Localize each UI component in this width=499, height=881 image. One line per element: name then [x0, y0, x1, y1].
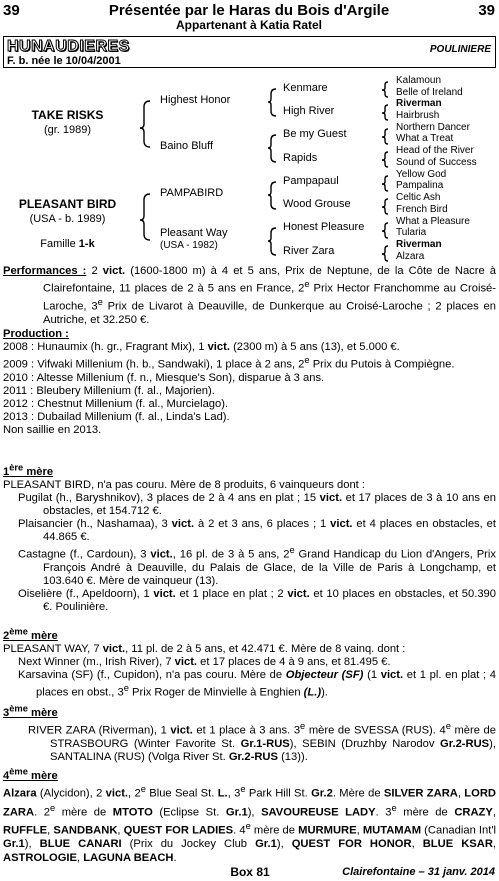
pedigree-g2-4: Pleasant Way	[160, 227, 228, 239]
pedigree-g4-13: What a Pleasure	[396, 216, 470, 227]
horse-description: F. b. née le 10/04/2001	[7, 55, 121, 67]
pedigree-g4-14: Tularia	[396, 227, 427, 238]
first-dam-section: 1ère mère PLEASANT BIRD, n'a pas couru. Mère de 8 produits, 6 vainqueurs dont : Pugilat (h., Baryshnikov), 3 places de 2 à 4 ans en plat ; 15 vict. et 17 places de 3 à 10 ans en obstacles, et 154.712 €. Plaisancier (h., Nashamaa), 3 vict. à 2 et 3 ans, 6 places ; 1 vict. et 4 places en obstacles, et 44.865 €. Castagne (f., Cardoun), 3 vict., 16 pl. de 3 à 5 ans, 2e Grand Handicap du Lion d'Angers, Prix François André à Deauville, du Palais de Glace, de la Ville de Paris à Longchamp, et 103.640 €. Mère de vainqueur (13). Oiselière (f., Apeldoorn), 1 vict. et 1 place en plat ; 2 vict. et 10 places en obstacles, et 50.390 €. Poulinière.	[3, 462, 496, 614]
pedigree-g3-7: Honest Pleasure	[283, 221, 365, 233]
pedigree-g4-9: Yellow God	[396, 169, 447, 180]
pedigree-g4-2: Belle of Ireland	[396, 87, 463, 98]
lot-number-right: 39	[478, 2, 495, 19]
horse-category: POULINIERE	[429, 44, 491, 55]
pedigree-g3-2: High River	[283, 105, 335, 117]
production-section: Production : 2008 : Hunaumix (h. gr., Fragrant Mix), 1 vict. (2300 m) à 5 ans (13), et 5.000 €. 2009 : Vifwaki Millenium (h. b., Sandwaki), 1 place à 2 ans, 2e Prix du Putois à Compiègne. 2010 : Altesse Millenium (f. n., Miesque's Son), disparue à 3 ans. 2011 : Bleubery Millenium (f. al., Majorien). 2012 : Chestnut Millenium (f. al., Murcielago). 2013 : Dubailad Millenium (f. al., Linda's Lad). Non saillie en 2013.	[3, 328, 455, 437]
pedigree-g3-3: Be my Guest	[283, 128, 347, 140]
pedigree-g2-1: Highest Honor	[160, 94, 231, 106]
dam-info: (USA - b. 1989)	[29, 213, 106, 225]
pedigree-g4-3: Riverman	[396, 98, 442, 109]
lot-number-left: 39	[3, 2, 20, 19]
pedigree-g2-4-info: (USA - 1982)	[160, 240, 218, 251]
pedigree-g3-5: Pampapaul	[283, 175, 339, 187]
pedigree-g3-6: Wood Grouse	[283, 198, 351, 210]
pedigree-g4-5: Northern Dancer	[396, 122, 470, 133]
owner-line: Appartenant à Katia Ratel	[175, 18, 323, 32]
performances-section: Performances : 2 vict. (1600-1800 m) à 4 et 5 ans, Prix de Neptune, de la Côte de Nacre à Clairefontaine, 11 places de 2 à 5 ans en France, 2e Prix Hector Franchomme au Croisé-Laroche, 3e Prix de Livarot à Deauville, de Dunkerque au Croisé-Laroche ; 2 places en Autriche, et 32.250 €.	[3, 265, 496, 326]
sire-name: TAKE RISKS	[31, 108, 104, 122]
pedigree-g4-12: French Bird	[396, 204, 448, 215]
pedigree-g4-6: What a Treat	[396, 133, 454, 144]
pedigree-g4-7: Head of the River	[396, 145, 474, 156]
sale-place-date: Clairefontaine – 31 janv. 2014	[342, 866, 495, 878]
page-title: Présentée par le Haras du Bois d'Argile	[108, 2, 390, 19]
sire-info: (gr. 1989)	[43, 124, 92, 136]
second-dam-section: 2ème mère PLEASANT WAY, 7 vict., 11 pl. de 2 à 5 ans, et 42.471 €. Mère de 8 vainq. dont : Next Winner (m., Irish River), 7 vict. et 17 places de 4 à 9 ans, et 81.495 €. Karsavina (SF) (f., Cupidon), n'a pas couru. Mère de Objecteur (SF) (1 vict. et 1 pl. en plat ; 4 places en obst., 3e Prix Roger de Minvielle à Enghien (L.)).	[3, 626, 497, 699]
pedigree-g2-3: PAMPABIRD	[160, 187, 224, 199]
pedigree-g4-15: Riverman	[396, 239, 442, 250]
pedigree-g3-8: River Zara	[283, 245, 335, 257]
box-number: Box 81	[230, 865, 270, 879]
pedigree-g4-11: Celtic Ash	[396, 192, 441, 203]
pedigree-g4-1: Kalamoun	[396, 75, 442, 86]
famille: Famille 1-k	[40, 238, 95, 250]
horse-name: HUNAUDIERES	[7, 38, 130, 55]
pedigree-g3-1: Kenmare	[283, 82, 328, 94]
dam-name: PLEASANT BIRD	[18, 197, 117, 211]
pedigree-g2-2: Baino Bluff	[160, 140, 214, 152]
pedigree-g4-10: Pampalina	[396, 180, 444, 191]
fourth-dam-section: 4ème mère Alzara (Alycidon), 2 vict., 2e Blue Seal St. L., 3e Park Hill St. Gr.2. Mère de SILVER ZARA, LORD ZARA. 2e mère de MTOTO (Eclipse St. Gr.1), SAVOUREUSE LADY. 3e mère de CRAZY, RUFFLE, SANDBANK, QUEST FOR LADIES. 4e mère de MURMURE, MUTAMAM (Canadian Int'l Gr.1), BLUE CANARI (Prix du Jockey Club Gr.1), QUEST FOR HONOR, BLUE KSAR, ASTROLOGIE, LAGUNA BEACH.	[3, 766, 497, 864]
pedigree-g3-4: Rapids	[283, 152, 318, 164]
pedigree-g4-4: Hairbrush	[396, 110, 440, 121]
pedigree-g4-16: Alzara	[396, 251, 425, 262]
pedigree-g4-8: Sound of Success	[396, 157, 477, 168]
third-dam-section: 3ème mère RIVER ZARA (Riverman), 1 vict. et 1 place à 3 ans. 3e mère de SVESSA (RUS). 4e mère de STRASBOURG (Winter Favorite St. Gr.1-RUS), SEBIN (Druzhby Narodov Gr.2-RUS), SANTALINA (RUS) (Volga River St. Gr.2-RUS (13)).	[3, 703, 496, 763]
